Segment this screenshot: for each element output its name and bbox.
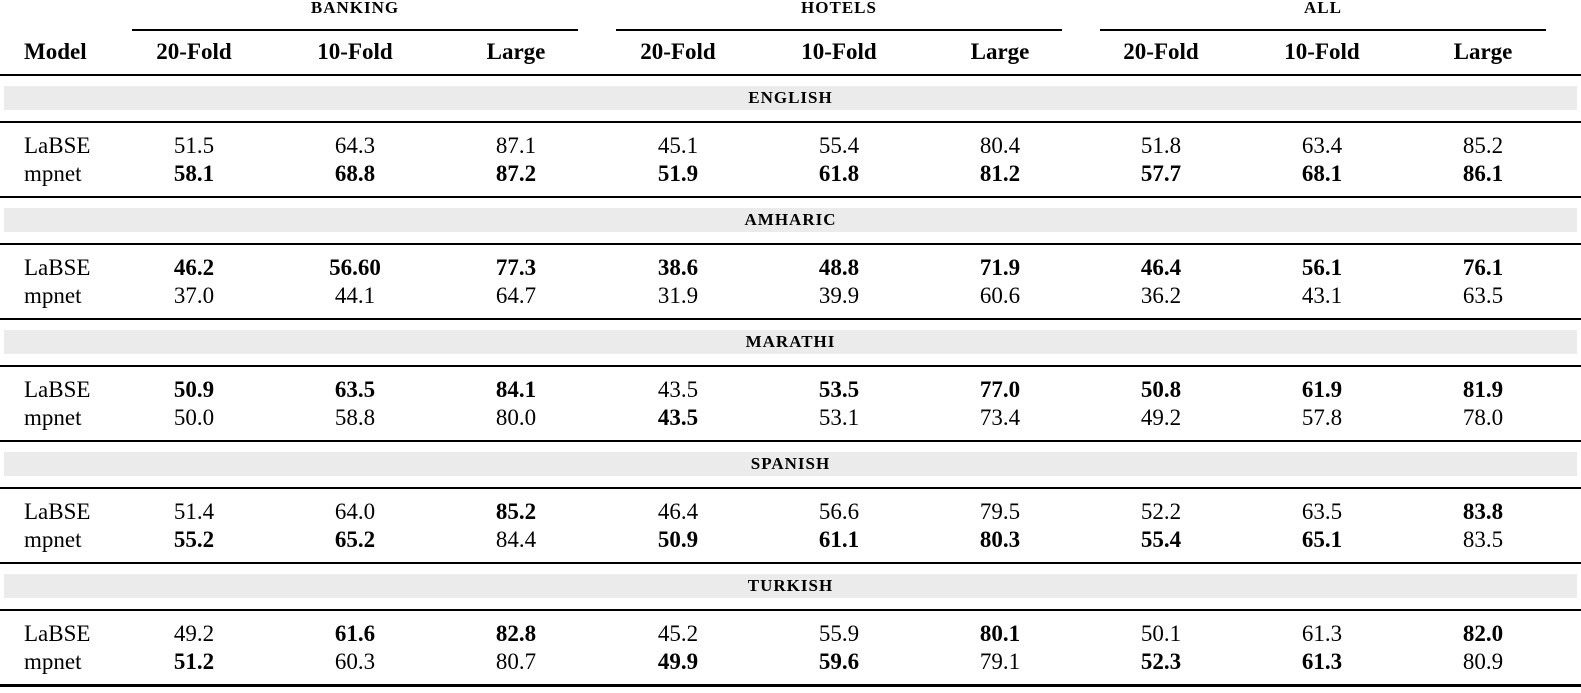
group-underline — [132, 29, 578, 31]
table-cell: 64.0 — [334, 499, 376, 524]
section-label: AMHARIC — [744, 210, 837, 229]
table-cell: 77.0 — [979, 377, 1021, 402]
section-rule — [0, 121, 1581, 123]
column-header: 10-Fold — [1284, 39, 1360, 64]
table-cell: 79.5 — [979, 499, 1021, 524]
section-rule — [0, 487, 1581, 489]
table-cell: 85.2 — [1462, 133, 1504, 158]
table-cell: 48.8 — [818, 255, 860, 280]
table-cell: 63.5 — [1462, 283, 1504, 308]
table-cell: 56.60 — [329, 255, 381, 280]
table-cell: 53.5 — [818, 377, 860, 402]
model-name: LaBSE — [24, 377, 91, 402]
table-cell: 56.1 — [1301, 255, 1343, 280]
table-cell: 46.4 — [1140, 255, 1182, 280]
model-name: mpnet — [24, 161, 82, 186]
table-cell: 43.5 — [657, 377, 699, 402]
section-end-rule — [0, 562, 1581, 564]
group-header: BANKING — [310, 0, 400, 17]
column-header: 20-Fold — [156, 39, 232, 64]
table-cell: 81.9 — [1462, 377, 1504, 402]
column-header: Large — [1453, 39, 1513, 64]
table-cell: 83.5 — [1462, 527, 1504, 552]
table-cell: 61.3 — [1301, 649, 1343, 674]
table-cell: 78.0 — [1462, 405, 1504, 430]
table-cell: 61.3 — [1301, 621, 1343, 646]
column-header: Large — [970, 39, 1030, 64]
table-cell: 84.4 — [495, 527, 537, 552]
table-cell: 84.1 — [495, 377, 537, 402]
table-cell: 46.4 — [657, 499, 699, 524]
header-rule — [0, 74, 1581, 76]
table-cell: 50.8 — [1140, 377, 1182, 402]
table-cell: 58.8 — [334, 405, 376, 430]
section-rule — [0, 609, 1581, 611]
table-cell: 57.7 — [1140, 161, 1182, 186]
table-cell: 58.1 — [173, 161, 215, 186]
table-cell: 55.4 — [818, 133, 860, 158]
table-cell: 51.9 — [657, 161, 699, 186]
model-name: LaBSE — [24, 621, 91, 646]
model-name: LaBSE — [24, 255, 91, 280]
model-name: mpnet — [24, 283, 82, 308]
table-cell: 49.2 — [173, 621, 215, 646]
table-cell: 46.2 — [173, 255, 215, 280]
table-cell: 50.9 — [173, 377, 215, 402]
table-cell: 80.1 — [979, 621, 1021, 646]
table-cell: 53.1 — [818, 405, 860, 430]
table-cell: 64.3 — [334, 133, 376, 158]
table-cell: 61.8 — [818, 161, 860, 186]
table-cell: 31.9 — [657, 283, 699, 308]
model-name: LaBSE — [24, 133, 91, 158]
table-cell: 57.8 — [1301, 405, 1343, 430]
table-cell: 59.6 — [818, 649, 860, 674]
table-cell: 87.1 — [495, 133, 537, 158]
column-header: Large — [486, 39, 546, 64]
table-cell: 38.6 — [657, 255, 699, 280]
group-underline — [1100, 29, 1546, 31]
table-cell: 45.2 — [657, 621, 699, 646]
section-label: MARATHI — [745, 332, 836, 351]
table-cell: 51.5 — [173, 133, 215, 158]
table-cell: 61.9 — [1301, 377, 1343, 402]
table-cell: 45.1 — [657, 133, 699, 158]
table-cell: 43.5 — [657, 405, 699, 430]
table-cell: 80.0 — [495, 405, 537, 430]
table-cell: 50.9 — [657, 527, 699, 552]
group-header: ALL — [1304, 0, 1342, 17]
table-cell: 80.9 — [1462, 649, 1504, 674]
model-name: mpnet — [24, 649, 82, 674]
table-cell: 56.6 — [818, 499, 860, 524]
table-cell: 51.2 — [173, 649, 215, 674]
section-rule — [0, 365, 1581, 367]
table-cell: 83.8 — [1462, 499, 1504, 524]
column-header: 20-Fold — [640, 39, 716, 64]
table-cell: 55.4 — [1140, 527, 1182, 552]
table-cell: 80.7 — [495, 649, 537, 674]
column-header: 20-Fold — [1123, 39, 1199, 64]
bottom-rule — [0, 684, 1581, 687]
table-cell: 86.1 — [1462, 161, 1504, 186]
table-cell: 76.1 — [1462, 255, 1504, 280]
table-cell: 87.2 — [495, 161, 537, 186]
section-label: TURKISH — [747, 576, 834, 595]
section-end-rule — [0, 318, 1581, 320]
section-end-rule — [0, 196, 1581, 198]
table-cell: 73.4 — [979, 405, 1021, 430]
table-cell: 68.8 — [334, 161, 376, 186]
table-cell: 55.2 — [173, 527, 215, 552]
table-cell: 51.8 — [1140, 133, 1182, 158]
table-cell: 43.1 — [1301, 283, 1343, 308]
table-cell: 63.5 — [334, 377, 376, 402]
table-cell: 44.1 — [334, 283, 376, 308]
column-header-model: Model — [24, 39, 87, 64]
group-underline — [616, 29, 1062, 31]
section-end-rule — [0, 440, 1581, 442]
table-cell: 71.9 — [979, 255, 1021, 280]
table-cell: 36.2 — [1140, 283, 1182, 308]
table-cell: 37.0 — [173, 283, 215, 308]
table-cell: 39.9 — [818, 283, 860, 308]
table-cell: 64.7 — [495, 283, 537, 308]
table-cell: 79.1 — [979, 649, 1021, 674]
table-cell: 80.4 — [979, 133, 1021, 158]
table-cell: 51.4 — [173, 499, 215, 524]
group-header: HOTELS — [801, 0, 877, 17]
table-cell: 68.1 — [1301, 161, 1343, 186]
section-label: SPANISH — [750, 454, 831, 473]
table-cell: 61.6 — [334, 621, 376, 646]
table-cell: 82.8 — [495, 621, 537, 646]
table-cell: 80.3 — [979, 527, 1021, 552]
table-cell: 63.5 — [1301, 499, 1343, 524]
column-header: 10-Fold — [801, 39, 877, 64]
table-cell: 65.1 — [1301, 527, 1343, 552]
table-cell: 60.6 — [979, 283, 1021, 308]
table-cell: 63.4 — [1301, 133, 1343, 158]
table-cell: 85.2 — [495, 499, 537, 524]
table-cell: 65.2 — [334, 527, 376, 552]
table-cell: 49.2 — [1140, 405, 1182, 430]
table-cell: 82.0 — [1462, 621, 1504, 646]
table-cell: 61.1 — [818, 527, 860, 552]
table-cell: 49.9 — [657, 649, 699, 674]
section-label: ENGLISH — [748, 88, 833, 107]
table-cell: 52.3 — [1140, 649, 1182, 674]
model-name: LaBSE — [24, 499, 91, 524]
table-cell: 55.9 — [818, 621, 860, 646]
model-name: mpnet — [24, 527, 82, 552]
table-cell: 52.2 — [1140, 499, 1182, 524]
section-rule — [0, 243, 1581, 245]
table-cell: 77.3 — [495, 255, 537, 280]
table-cell: 81.2 — [979, 161, 1021, 186]
model-name: mpnet — [24, 405, 82, 430]
table-cell: 60.3 — [334, 649, 376, 674]
table-cell: 50.0 — [173, 405, 215, 430]
column-header: 10-Fold — [317, 39, 393, 64]
table-cell: 50.1 — [1140, 621, 1182, 646]
